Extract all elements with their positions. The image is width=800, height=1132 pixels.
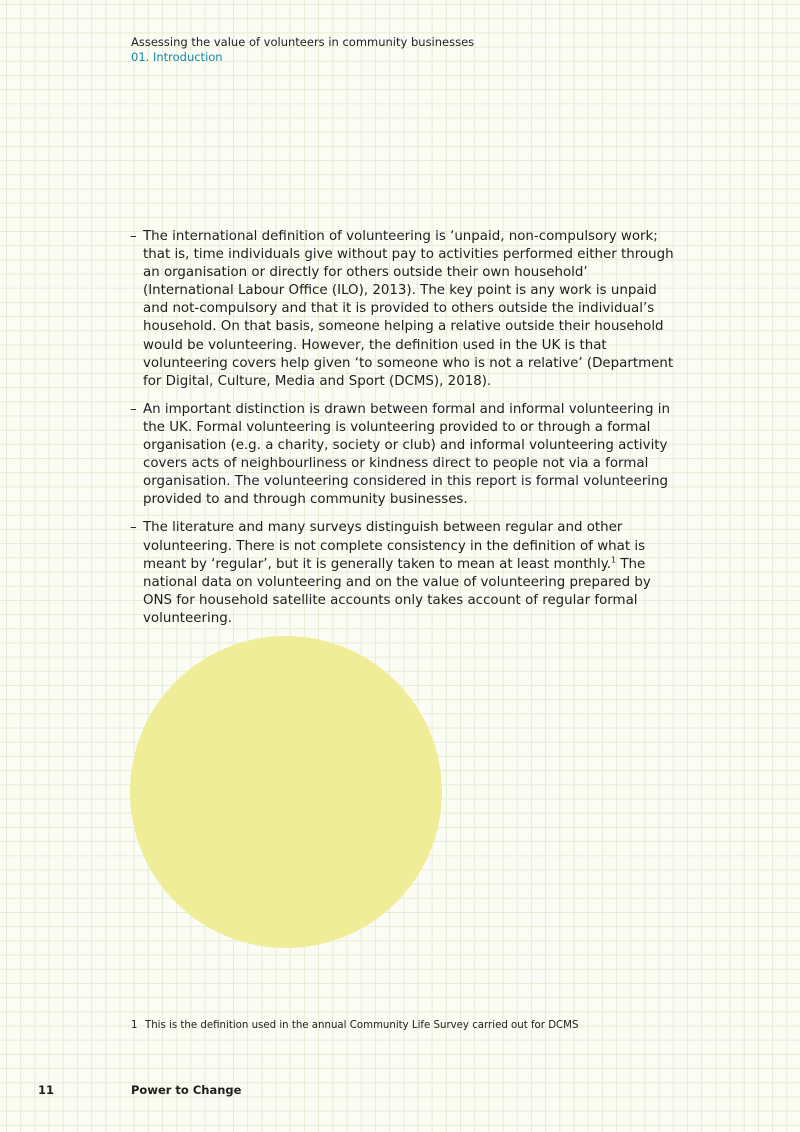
footnote-number: 1 bbox=[131, 1020, 138, 1031]
document-title: Assessing the value of volunteers in community businesses bbox=[131, 35, 475, 49]
list-item bbox=[130, 228, 675, 391]
list-item-text: The international definition of volunteering is ‘unpaid, non-compulsory work; that is, time individuals give without pay to activities performed either through an organisation or directly for others outside their own household’ (International Labour Office (ILO), 2013). The key point is any work is unpaid and not-compulsory and that it is provided to others outside the individual’s household. On that basis, someone helping a relative outside their household would be volunteering. However, the definition used in the UK is that volunteering covers help given ‘to someone who is not a relative’ (Department for Digital, Culture, Media and Sport (DCMS), 2018). bbox=[143, 229, 674, 389]
organisation-name: Power to Change bbox=[131, 1083, 242, 1097]
body-list bbox=[130, 228, 675, 638]
list-item bbox=[130, 519, 675, 628]
list-item bbox=[130, 401, 675, 510]
list-item-text-continued: The national data on volunteering and on the value of volunteering prepared by ONS for household satellite accounts only takes account of regular formal volunteering. bbox=[143, 556, 651, 626]
footnote bbox=[131, 1019, 578, 1032]
dash-bullet: – bbox=[130, 520, 137, 536]
list-item-text: The literature and many surveys distinguish between regular and other volunteering. There is not complete consistency in the definition of what is meant by ‘regular’, but it is generally taken to mean at least monthly. bbox=[143, 520, 646, 572]
footnote-reference[interactable]: 1 bbox=[610, 555, 617, 565]
running-header bbox=[131, 35, 474, 65]
dash-bullet: – bbox=[130, 401, 137, 417]
list-item-text: An important distinction is drawn between formal and informal volunteering in the UK. Formal volunteering is volunteering provided to or through a formal organisation (e.g. a charity, society or club) and informal volunteering activity covers acts of neighbourliness or kindness direct to people not via a formal organisation. The volunteering considered in this report is formal volunteering provided to and through community businesses. bbox=[143, 401, 670, 508]
section-title: 01. Introduction bbox=[131, 50, 223, 64]
dash-bullet: – bbox=[130, 229, 137, 244]
page-number: 11 bbox=[38, 1083, 55, 1097]
footnote-text: This is the definition used in the annual Community Life Survey carried out for DCMS bbox=[145, 1020, 579, 1031]
decorative-circle bbox=[130, 636, 442, 948]
